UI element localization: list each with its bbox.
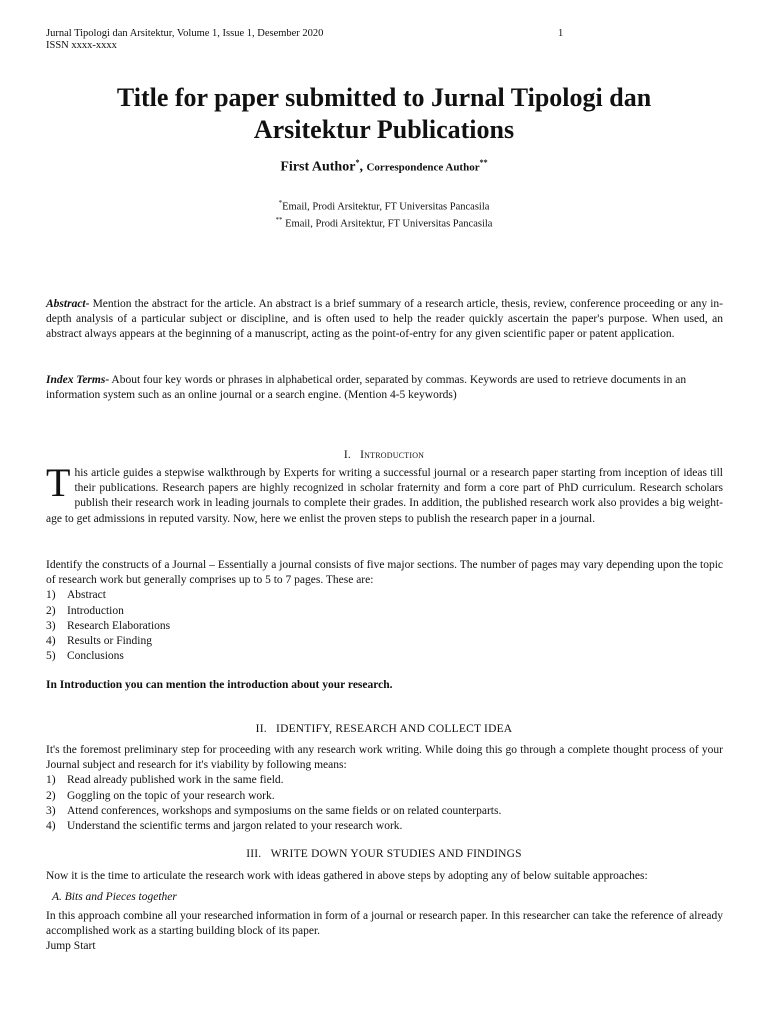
list-item: 3) Attend conferences, workshops and symposiums on the same fields or on related counterparts. — [46, 804, 502, 817]
index-terms — [46, 373, 723, 403]
list-item: 4) Results or Finding — [46, 635, 152, 648]
subsection-heading: A. Bits and Pieces together — [52, 891, 177, 903]
section2-body: It's the foremost preliminary step for proceeding with any research work writing. While doing this go through a complete thought process of your Journal subject and research for it's viability by following means: 1) Read already published work in the same field. 2) Goggling on the topic of your research work. 3) Attend conferences, workshops and symposiums on the same fields or on related counterparts. 4) Understand the scientific terms and jargon related to your research work. — [46, 743, 723, 834]
intro-paragraph-2: Identify the constructs of a Journal – Essentially a journal consists of five major sections. The number of pages may vary depending upon the topic of research work but generally comprises up to 5 to 7 pages. These are: 1) Abstract 2) Introduction 3) Research Elaborations 4) Results or Finding 5) Conclusions — [46, 558, 723, 664]
journal-sections-list — [46, 588, 723, 664]
section-heading-introduction: I. Introduction — [343, 449, 425, 461]
list-item: 1) Abstract — [46, 589, 106, 602]
section3-body: In this approach combine all your researched information in form of a journal or research paper. In this researcher can take the reference of already accomplished work as a starting building block of its paper. Jump Start — [46, 909, 723, 955]
means-list — [46, 773, 723, 834]
author-line: First Author*, Correspondence Author** — [280, 158, 488, 175]
section-heading-identify: II. IDENTIFY, RESEARCH AND COLLECT IDEA — [255, 723, 513, 735]
affiliations — [0, 197, 768, 230]
abstract — [46, 297, 723, 343]
list-item: 4) Understand the scientific terms and jargon related to your research work. — [46, 820, 403, 833]
list-item: 1) Read already published work in the same field. — [46, 774, 284, 787]
running-header — [46, 28, 323, 52]
journal-citation: Jurnal Tipologi dan Arsitektur, Volume 1, Issue 1, Desember 2020 — [46, 28, 324, 39]
intro-paragraph-1: This article guides a stepwise walkthrough by Experts for writing a successful journal or a research paper starting from inception of ideas till their publications. Research papers are highly recognized in scholar fraternity and form a core part of PhD curriculum. Research scholars publish their research work in leading journals to complete their grades. In addition, the published research work also provides a big weight-age to get admissions in reputed varsity. Now, here we enlist the proven steps to publish the research paper in a journal. — [46, 460, 723, 525]
jump-start-text: Jump Start — [46, 940, 96, 953]
affiliation-1: *Email, Prodi Arsitektur, FT Universitas Pancasila — [278, 199, 490, 213]
list-item: 3) Research Elaborations — [46, 619, 171, 632]
section-heading-write: III. WRITE DOWN YOUR STUDIES AND FINDINGS — [246, 848, 522, 860]
abstract-text: Mention the abstract for the article. An abstract is a brief summary of a research article, thesis, review, conference proceeding or any in-depth analysis of a particular subject or discipline, and is often used to help the reader quickly ascertain the paper's purpose. When used, an abstract always appears at the beginning of a manuscript, acting as the point-of-entry for any given scientific paper or patent application. — [46, 298, 723, 341]
correspondence-author: Correspondence Author — [366, 161, 480, 174]
affiliation-2: ** Email, Prodi Arsitektur, FT Universitas Pancasila — [275, 215, 493, 229]
list-item: 2) Goggling on the topic of your research work. — [46, 789, 275, 802]
index-terms-label: Index Terms- — [46, 374, 110, 386]
list-item: 2) Introduction — [46, 604, 124, 617]
page-number: 1 — [558, 28, 564, 39]
section3-paragraph: Now it is the time to articulate the research work with ideas gathered in above steps by adopting any of below suitable approaches: — [46, 870, 648, 882]
issn: ISSN xxxx-xxxx — [46, 40, 117, 51]
abstract-label: Abstract- — [46, 298, 90, 310]
paper-title: Title for paper submitted to Jurnal Tipologi dan Arsitektur Publications — [116, 83, 652, 144]
index-terms-text: About four key words or phrases in alphabetical order, separated by commas. Keywords are used to retrieve documents in an information system such as an online journal or a search engine. (Mention 4-5 keywords) — [46, 374, 687, 402]
list-item: 5) Conclusions — [46, 650, 124, 663]
intro-bold-note: In Introduction you can mention the introduction about your research. — [46, 679, 393, 691]
drop-cap: T — [46, 460, 71, 505]
first-author: First Author — [280, 159, 356, 175]
